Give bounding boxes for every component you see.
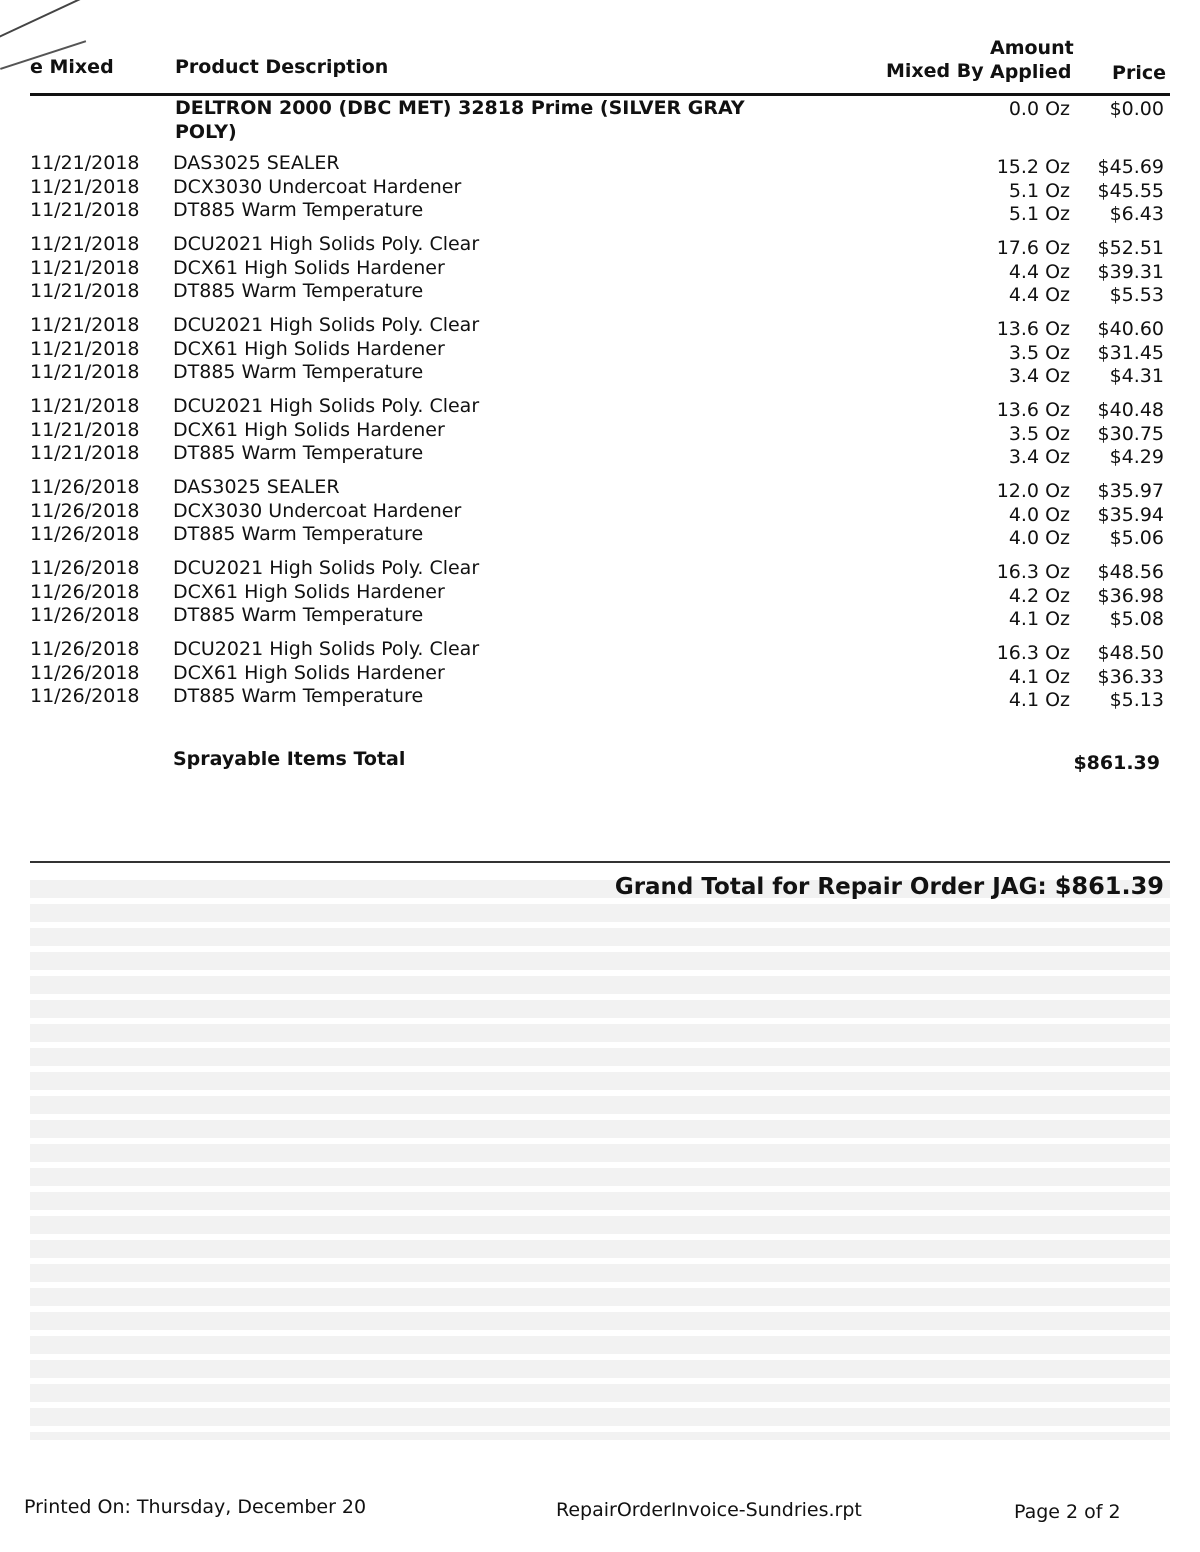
row-price: $36.33 <box>1097 665 1164 688</box>
table-row <box>0 338 1200 362</box>
row-date: 11/26/2018 <box>30 580 140 603</box>
row-product: DAS3025 SEALER <box>173 152 340 174</box>
row-product: DT885 Warm Temperature <box>173 199 424 221</box>
row-product: DCX61 High Solids Hardener <box>173 256 445 279</box>
table-row <box>0 476 1200 500</box>
row-amount: 13.6 Oz <box>996 399 1070 421</box>
row-product: DCU2021 High Solids Poly. Clear <box>173 395 480 417</box>
table-row <box>0 257 1200 281</box>
row-price: $45.69 <box>1097 156 1164 178</box>
row-product: DCX61 High Solids Hardener <box>173 337 445 360</box>
table-row <box>0 557 1200 581</box>
bleed-through-shadow <box>30 880 1170 1440</box>
row-price: $40.48 <box>1097 399 1164 421</box>
row-amount: 3.5 Oz <box>1008 422 1070 445</box>
row-amount: 12.0 Oz <box>996 480 1070 502</box>
header-amount-line2: Applied <box>990 61 1072 83</box>
row-date: 11/21/2018 <box>30 361 140 383</box>
table-row <box>0 604 1200 628</box>
header-amount-applied <box>990 36 1074 84</box>
table-header <box>0 36 1200 92</box>
header-date-mixed: e Mixed <box>30 56 114 78</box>
row-price: $52.51 <box>1097 237 1164 259</box>
table-row <box>0 442 1200 466</box>
printed-on: Printed On: Thursday, December 20 <box>24 1496 367 1518</box>
row-amount: 4.1 Oz <box>1008 608 1070 630</box>
row-product: DT885 Warm Temperature <box>173 604 424 626</box>
row-amount: 4.1 Oz <box>1008 689 1070 711</box>
row-price: $30.75 <box>1097 422 1164 445</box>
line-items <box>0 152 1200 719</box>
row-product: DCU2021 High Solids Poly. Clear <box>173 557 480 579</box>
row-price: $6.43 <box>1109 203 1164 225</box>
row-product: DCU2021 High Solids Poly. Clear <box>173 638 480 660</box>
row-date: 11/21/2018 <box>30 233 140 255</box>
item-group <box>0 233 1200 314</box>
row-amount: 3.4 Oz <box>1008 365 1070 387</box>
paint-price: $0.00 <box>1109 98 1164 120</box>
row-date: 11/21/2018 <box>30 395 140 417</box>
row-amount: 13.6 Oz <box>996 318 1070 340</box>
row-amount: 3.5 Oz <box>1008 341 1070 364</box>
item-group <box>0 476 1200 557</box>
row-price: $5.06 <box>1109 527 1164 549</box>
item-group <box>0 395 1200 476</box>
paint-description: DELTRON 2000 (DBC MET) 32818 Prime (SILVER GRAY POLY) <box>175 97 745 143</box>
table-row <box>0 685 1200 709</box>
table-row <box>0 500 1200 524</box>
row-date: 11/21/2018 <box>30 442 140 464</box>
sprayable-total-value: $861.39 <box>1073 752 1160 774</box>
item-group <box>0 152 1200 233</box>
table-row <box>0 361 1200 385</box>
row-product: DT885 Warm Temperature <box>173 280 424 302</box>
row-amount: 4.2 Oz <box>1008 584 1070 607</box>
row-date: 11/21/2018 <box>30 314 140 336</box>
table-row <box>0 233 1200 257</box>
row-date: 11/26/2018 <box>30 604 140 626</box>
row-amount: 5.1 Oz <box>1008 203 1070 225</box>
row-date: 11/26/2018 <box>30 638 140 660</box>
row-product: DCU2021 High Solids Poly. Clear <box>173 314 480 336</box>
row-product: DCX3030 Undercoat Hardener <box>173 499 462 522</box>
row-price: $36.98 <box>1097 584 1164 607</box>
row-amount: 4.0 Oz <box>1008 503 1070 526</box>
report-filename: RepairOrderInvoice-Sundries.rpt <box>556 1499 862 1521</box>
row-amount: 4.0 Oz <box>1008 527 1070 549</box>
sprayable-total <box>0 748 1200 774</box>
table-row <box>0 395 1200 419</box>
table-row <box>0 199 1200 223</box>
row-date: 11/26/2018 <box>30 685 140 707</box>
total-rule <box>30 861 1170 863</box>
row-product: DAS3025 SEALER <box>173 476 340 498</box>
sprayable-total-label: Sprayable Items Total <box>173 748 406 770</box>
row-amount: 16.3 Oz <box>996 561 1070 583</box>
row-amount: 15.2 Oz <box>996 156 1070 178</box>
row-product: DT885 Warm Temperature <box>173 442 424 464</box>
table-row <box>0 523 1200 547</box>
row-date: 11/21/2018 <box>30 256 140 279</box>
row-price: $31.45 <box>1097 341 1164 364</box>
table-row <box>0 152 1200 176</box>
row-date: 11/26/2018 <box>30 476 140 498</box>
row-date: 11/21/2018 <box>30 418 140 441</box>
row-amount: 16.3 Oz <box>996 642 1070 664</box>
row-product: DCU2021 High Solids Poly. Clear <box>173 233 480 255</box>
row-price: $45.55 <box>1097 179 1164 202</box>
row-price: $5.08 <box>1109 608 1164 630</box>
table-row <box>0 581 1200 605</box>
row-price: $4.29 <box>1109 446 1164 468</box>
table-row <box>0 662 1200 686</box>
row-price: $40.60 <box>1097 318 1164 340</box>
row-price: $4.31 <box>1109 365 1164 387</box>
row-date: 11/21/2018 <box>30 337 140 360</box>
row-date: 11/26/2018 <box>30 499 140 522</box>
row-product: DT885 Warm Temperature <box>173 523 424 545</box>
grand-total-value: $861.39 <box>1054 872 1164 900</box>
row-price: $48.50 <box>1097 642 1164 664</box>
row-price: $35.97 <box>1097 480 1164 502</box>
row-date: 11/21/2018 <box>30 175 140 198</box>
row-date: 11/21/2018 <box>30 280 140 302</box>
row-amount: 4.4 Oz <box>1008 260 1070 283</box>
grand-total <box>560 872 1164 900</box>
header-mixed-by: Mixed By <box>886 60 984 82</box>
page-footer <box>0 1496 1200 1526</box>
row-price: $5.13 <box>1109 689 1164 711</box>
row-amount: 5.1 Oz <box>1008 179 1070 202</box>
item-group <box>0 557 1200 638</box>
row-product: DCX61 High Solids Hardener <box>173 661 445 684</box>
row-price: $5.53 <box>1109 284 1164 306</box>
row-amount: 4.1 Oz <box>1008 665 1070 688</box>
row-amount: 4.4 Oz <box>1008 284 1070 306</box>
header-price: Price <box>1112 62 1166 84</box>
row-date: 11/26/2018 <box>30 523 140 545</box>
table-row <box>0 314 1200 338</box>
row-product: DCX61 High Solids Hardener <box>173 580 445 603</box>
row-date: 11/26/2018 <box>30 557 140 579</box>
header-amount-line1: Amount <box>990 37 1074 59</box>
item-group <box>0 638 1200 719</box>
row-price: $35.94 <box>1097 503 1164 526</box>
row-product: DCX61 High Solids Hardener <box>173 418 445 441</box>
row-product: DT885 Warm Temperature <box>173 361 424 383</box>
grand-total-label: Grand Total for Repair Order JAG: <box>614 874 1047 900</box>
header-product-description: Product Description <box>175 56 389 78</box>
row-date: 11/26/2018 <box>30 661 140 684</box>
table-row <box>0 176 1200 200</box>
row-product: DCX3030 Undercoat Hardener <box>173 175 462 198</box>
row-price: $48.56 <box>1097 561 1164 583</box>
row-date: 11/21/2018 <box>30 199 140 221</box>
row-amount: 17.6 Oz <box>996 237 1070 259</box>
item-group <box>0 314 1200 395</box>
table-row <box>0 280 1200 304</box>
row-amount: 3.4 Oz <box>1008 446 1070 468</box>
row-date: 11/21/2018 <box>30 152 140 174</box>
row-price: $39.31 <box>1097 260 1164 283</box>
table-row <box>0 419 1200 443</box>
page-number: Page 2 of 2 <box>1014 1501 1121 1523</box>
paint-amount: 0.0 Oz <box>1008 98 1070 120</box>
row-product: DT885 Warm Temperature <box>173 685 424 707</box>
table-row <box>0 638 1200 662</box>
